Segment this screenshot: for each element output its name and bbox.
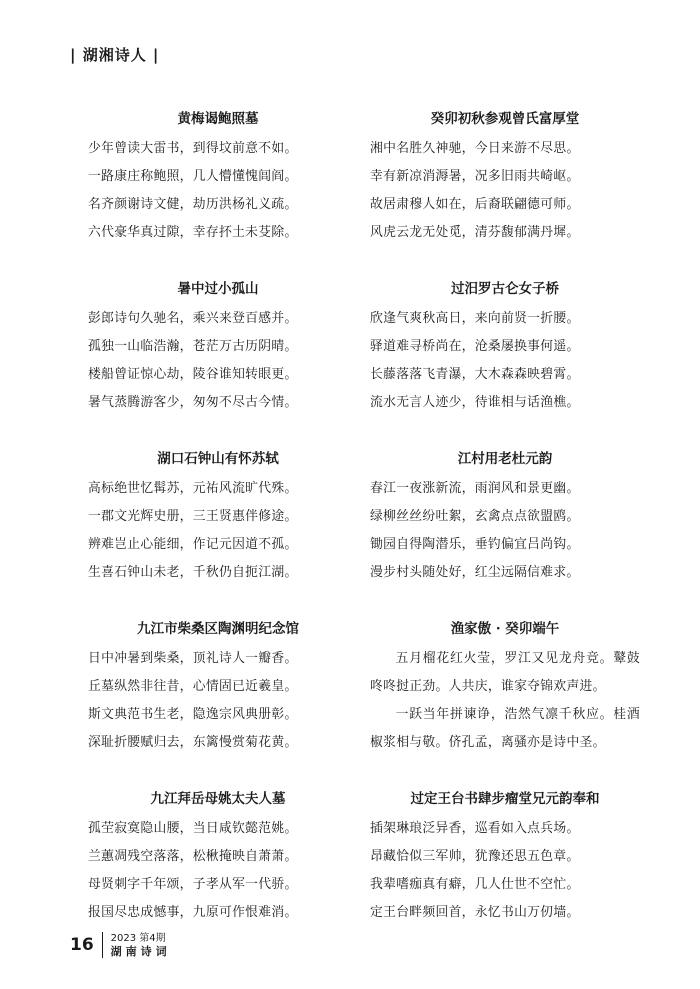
poem-title: 九江市柴桑区陶渊明纪念馆 [137,621,299,637]
poem-title: 过定王台书肆步瘤堂兄元韵奉和 [410,791,600,807]
ci-paragraph: 五月榴花红火莹，罗江又见龙舟竞。鼙鼓咚咚挝正劲。人共庆，谁家夺锦欢声进。 [370,651,640,694]
poem-line: 孤独一山临浩瀚，苍茫万古历阴晴。 [88,339,298,354]
section-header: | 湖湘诗人 | [70,46,160,64]
footer-divider [102,932,103,958]
poem-line: 长藤落落飞青瀑，大木森森映碧霄。 [370,367,580,382]
poem-line: 报国尽忠成憾事，九原可作恨难消。 [88,905,298,920]
poem-line: 暑气蒸腾游客少，匆匆不尽古今情。 [88,395,298,410]
poem-line: 流水无言人迹少，待谁相与话渔樵。 [370,395,580,410]
poem-title: 九江拜岳母姚太夫人墓 [150,791,286,807]
poem-line: 辨难岂止心能细，作记元因道不孤。 [88,537,298,552]
poem-line: 驿道难寻桥尚在，沧桑屡换事何遥。 [370,339,580,354]
poem-line: 名齐颜谢诗文健，劫历洪杨礼义疏。 [88,197,298,212]
page-number: 16 [70,935,94,955]
poem-line: 彭郎诗句久驰名，乘兴来登百感并。 [88,311,298,326]
poem-line: 昂藏恰似三军帅，犹豫还思五色章。 [370,849,580,864]
poem-line: 斯文典范书生老，隐逸宗风典册彰。 [88,707,298,722]
poem-line: 楼船曾证惊心劫，陵谷谁知转眼更。 [88,367,298,382]
right-column [370,110,640,960]
poem-line: 欣逢气爽秋高日，来向前贤一折腰。 [370,311,580,326]
poem [88,110,348,280]
poem-line: 风虎云龙无处觅，清芬馥郁满丹墀。 [370,225,580,240]
poem-line: 插架琳琅泛异香，巡看如入点兵场。 [370,821,580,836]
issue-label: 2023 第4期 [110,933,166,944]
poem-title: 湖口石钟山有怀苏轼 [157,451,279,467]
poem-line: 绿柳丝丝纷吐絮，玄禽点点欲盟鸥。 [370,509,580,524]
ci-paragraph: 一跃当年拼谏诤，浩然气凛千秋应。桂酒椒浆相与敬。侪孔孟，离骚亦是诗中圣。 [370,707,640,750]
poem-line: 丘墓纵然非往昔，心情固已近羲皇。 [88,679,298,694]
poem [370,110,640,280]
poem-line: 幸有新凉消溽暑，况多旧雨共崎岖。 [370,169,580,184]
poem-line: 生喜石钟山未老，千秋仍自扼江湖。 [88,565,298,580]
poem [370,280,640,450]
poem-title: 暑中过小孤山 [177,281,259,297]
poem-line: 六代豪华真过隙，幸存抔土未芟除。 [88,225,298,240]
magazine-name: 湖南诗词 [110,945,171,958]
poem-line: 我辈嗜痂真有癖，几人仕世不空忙。 [370,877,580,892]
poem-title: 过汨罗古仑女子桥 [451,281,559,297]
poem-line: 母贤刺字千年颂，子孝从军一代骄。 [88,877,298,892]
poem-line: 兰蕙凋残空落落，松楸掩映自萧萧。 [88,849,298,864]
poem-title: 黄梅谒鲍照墓 [177,111,259,127]
poem-title: 癸卯初秋参观曾氏富厚堂 [430,111,580,127]
poem-line: 锄园自得陶潜乐，垂钓偏宜吕尚钩。 [370,537,580,552]
poem-line: 少年曾读大雷书，到得坟前意不如。 [88,141,298,156]
poem-title: 渔家傲 · 癸卯端午 [450,621,560,637]
poem [370,790,640,960]
left-column [88,110,348,960]
poem-line: 深耻折腰赋归去，东篱慢赏菊花黄。 [88,735,298,750]
poem [370,450,640,620]
poem-line: 日中冲暑到柴桑，顶礼诗人一瓣香。 [88,651,298,666]
poem-line: 一郡文光辉史册，三王贤惠伴修途。 [88,509,298,524]
page-footer [70,930,171,960]
poem [88,280,348,450]
poem [88,620,348,790]
ci-poem [370,620,640,790]
poem-line: 定王台畔频回首，永忆书山万仞墙。 [370,905,580,920]
poem-line: 春江一夜涨新流，雨润风和景更幽。 [370,481,580,496]
poem-line: 湘中名胜久神驰，今日来游不尽思。 [370,141,580,156]
footer-info [111,932,171,958]
poem-title: 江村用老杜元韵 [457,451,553,467]
poem-line: 漫步村头随处好，红尘远隔信难求。 [370,565,580,580]
ci-poem-body [370,645,640,757]
poem-line: 故居肃穆人如在，后裔联翩德可师。 [370,197,580,212]
poem [88,450,348,620]
poem-line: 一路康庄称鲍照，几人懵懂愧闾阎。 [88,169,298,184]
poem-line: 高标绝世忆髯苏，元祐风流旷代殊。 [88,481,298,496]
poem-line: 孤茔寂寞隐山腰，当日咸钦懿范姚。 [88,821,298,836]
